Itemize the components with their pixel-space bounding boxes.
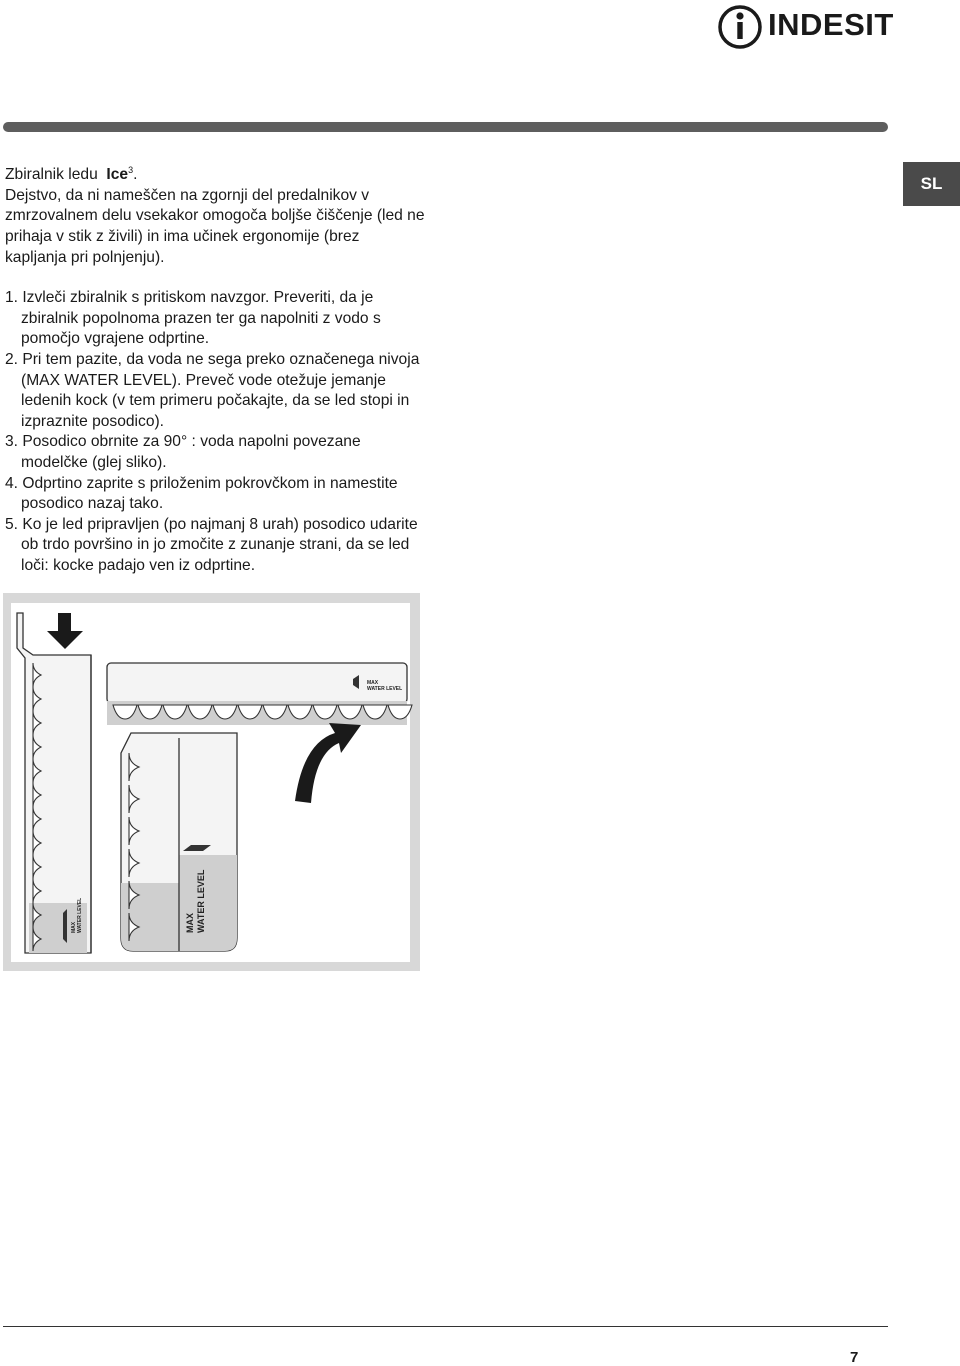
text-column bbox=[5, 160, 425, 576]
ice-tray-svg bbox=[3, 593, 420, 971]
indesit-i-logo-icon bbox=[716, 2, 768, 52]
middle-label-max: MAX bbox=[185, 913, 195, 933]
intro-title-bold: Ice bbox=[106, 166, 129, 184]
step-2: 2. Pri tem pazite, da voda ne sega preko označenega nivoja (MAX WATER LEVEL). Preveč vode otežuje jemanje ledenih kock (v tem primeru počakajte, da se led stopi in izpraznite posodico). bbox=[5, 350, 420, 430]
step-3: 3. Posodico obrnite za 90° : voda napolni povezane modelčke (glej sliko). bbox=[5, 433, 361, 471]
intro-title-suffix: . bbox=[133, 166, 138, 184]
intro-title-sup: 3 bbox=[128, 165, 134, 175]
page-number: 7 bbox=[850, 1349, 859, 1366]
brand-name: INDESIT bbox=[768, 7, 894, 42]
middle-label-water-level: WATER LEVEL bbox=[196, 869, 206, 933]
left-label-max: MAX bbox=[71, 921, 77, 933]
language-tab: SL bbox=[903, 162, 960, 206]
vertical-tray bbox=[121, 733, 237, 951]
intro-title-prefix: Zbiralnik ledu bbox=[5, 166, 98, 184]
intro-text: Dejstvo, da ni nameščen na zgornji del predalnikov v zmrzovalnem delu vsekakor omogoča boljše čiščenje (led ne prihaja v stik z živili) in ima učinek ergonomije (brez kapljanja pri polnjenju). bbox=[5, 186, 425, 266]
horizontal-tray bbox=[107, 663, 412, 725]
left-label-water-level: WATER LEVEL bbox=[77, 897, 83, 933]
middle-water bbox=[179, 855, 237, 951]
step-4: 4. Odprtino zaprite s priloženim pokrovčkom in namestite posodico nazaj tako. bbox=[5, 474, 398, 513]
step-1: 1. Izvleči zbiralnik s pritiskom navzgor. Preveriti, da je zbiralnik popolnoma prazen ter ga napolniti z vodo s pomočjo vgrajene odprtine. bbox=[5, 289, 381, 348]
intro-title bbox=[5, 160, 425, 186]
brand-logo bbox=[716, 2, 892, 52]
top-label-water-level: WATER LEVEL bbox=[367, 686, 403, 692]
step-5: 5. Ko je led pripravljen (po najmanj 8 urah) posodico udarite ob trdo površino in jo zmočite z zunanje strani, da se led loči: kocke padajo ven iz odprtine. bbox=[5, 515, 418, 574]
top-label-max: MAX bbox=[367, 680, 379, 686]
header-rule bbox=[3, 122, 888, 132]
ice-tray-illustration bbox=[3, 593, 420, 971]
steps-list bbox=[5, 288, 425, 576]
footer-rule bbox=[3, 1326, 888, 1327]
